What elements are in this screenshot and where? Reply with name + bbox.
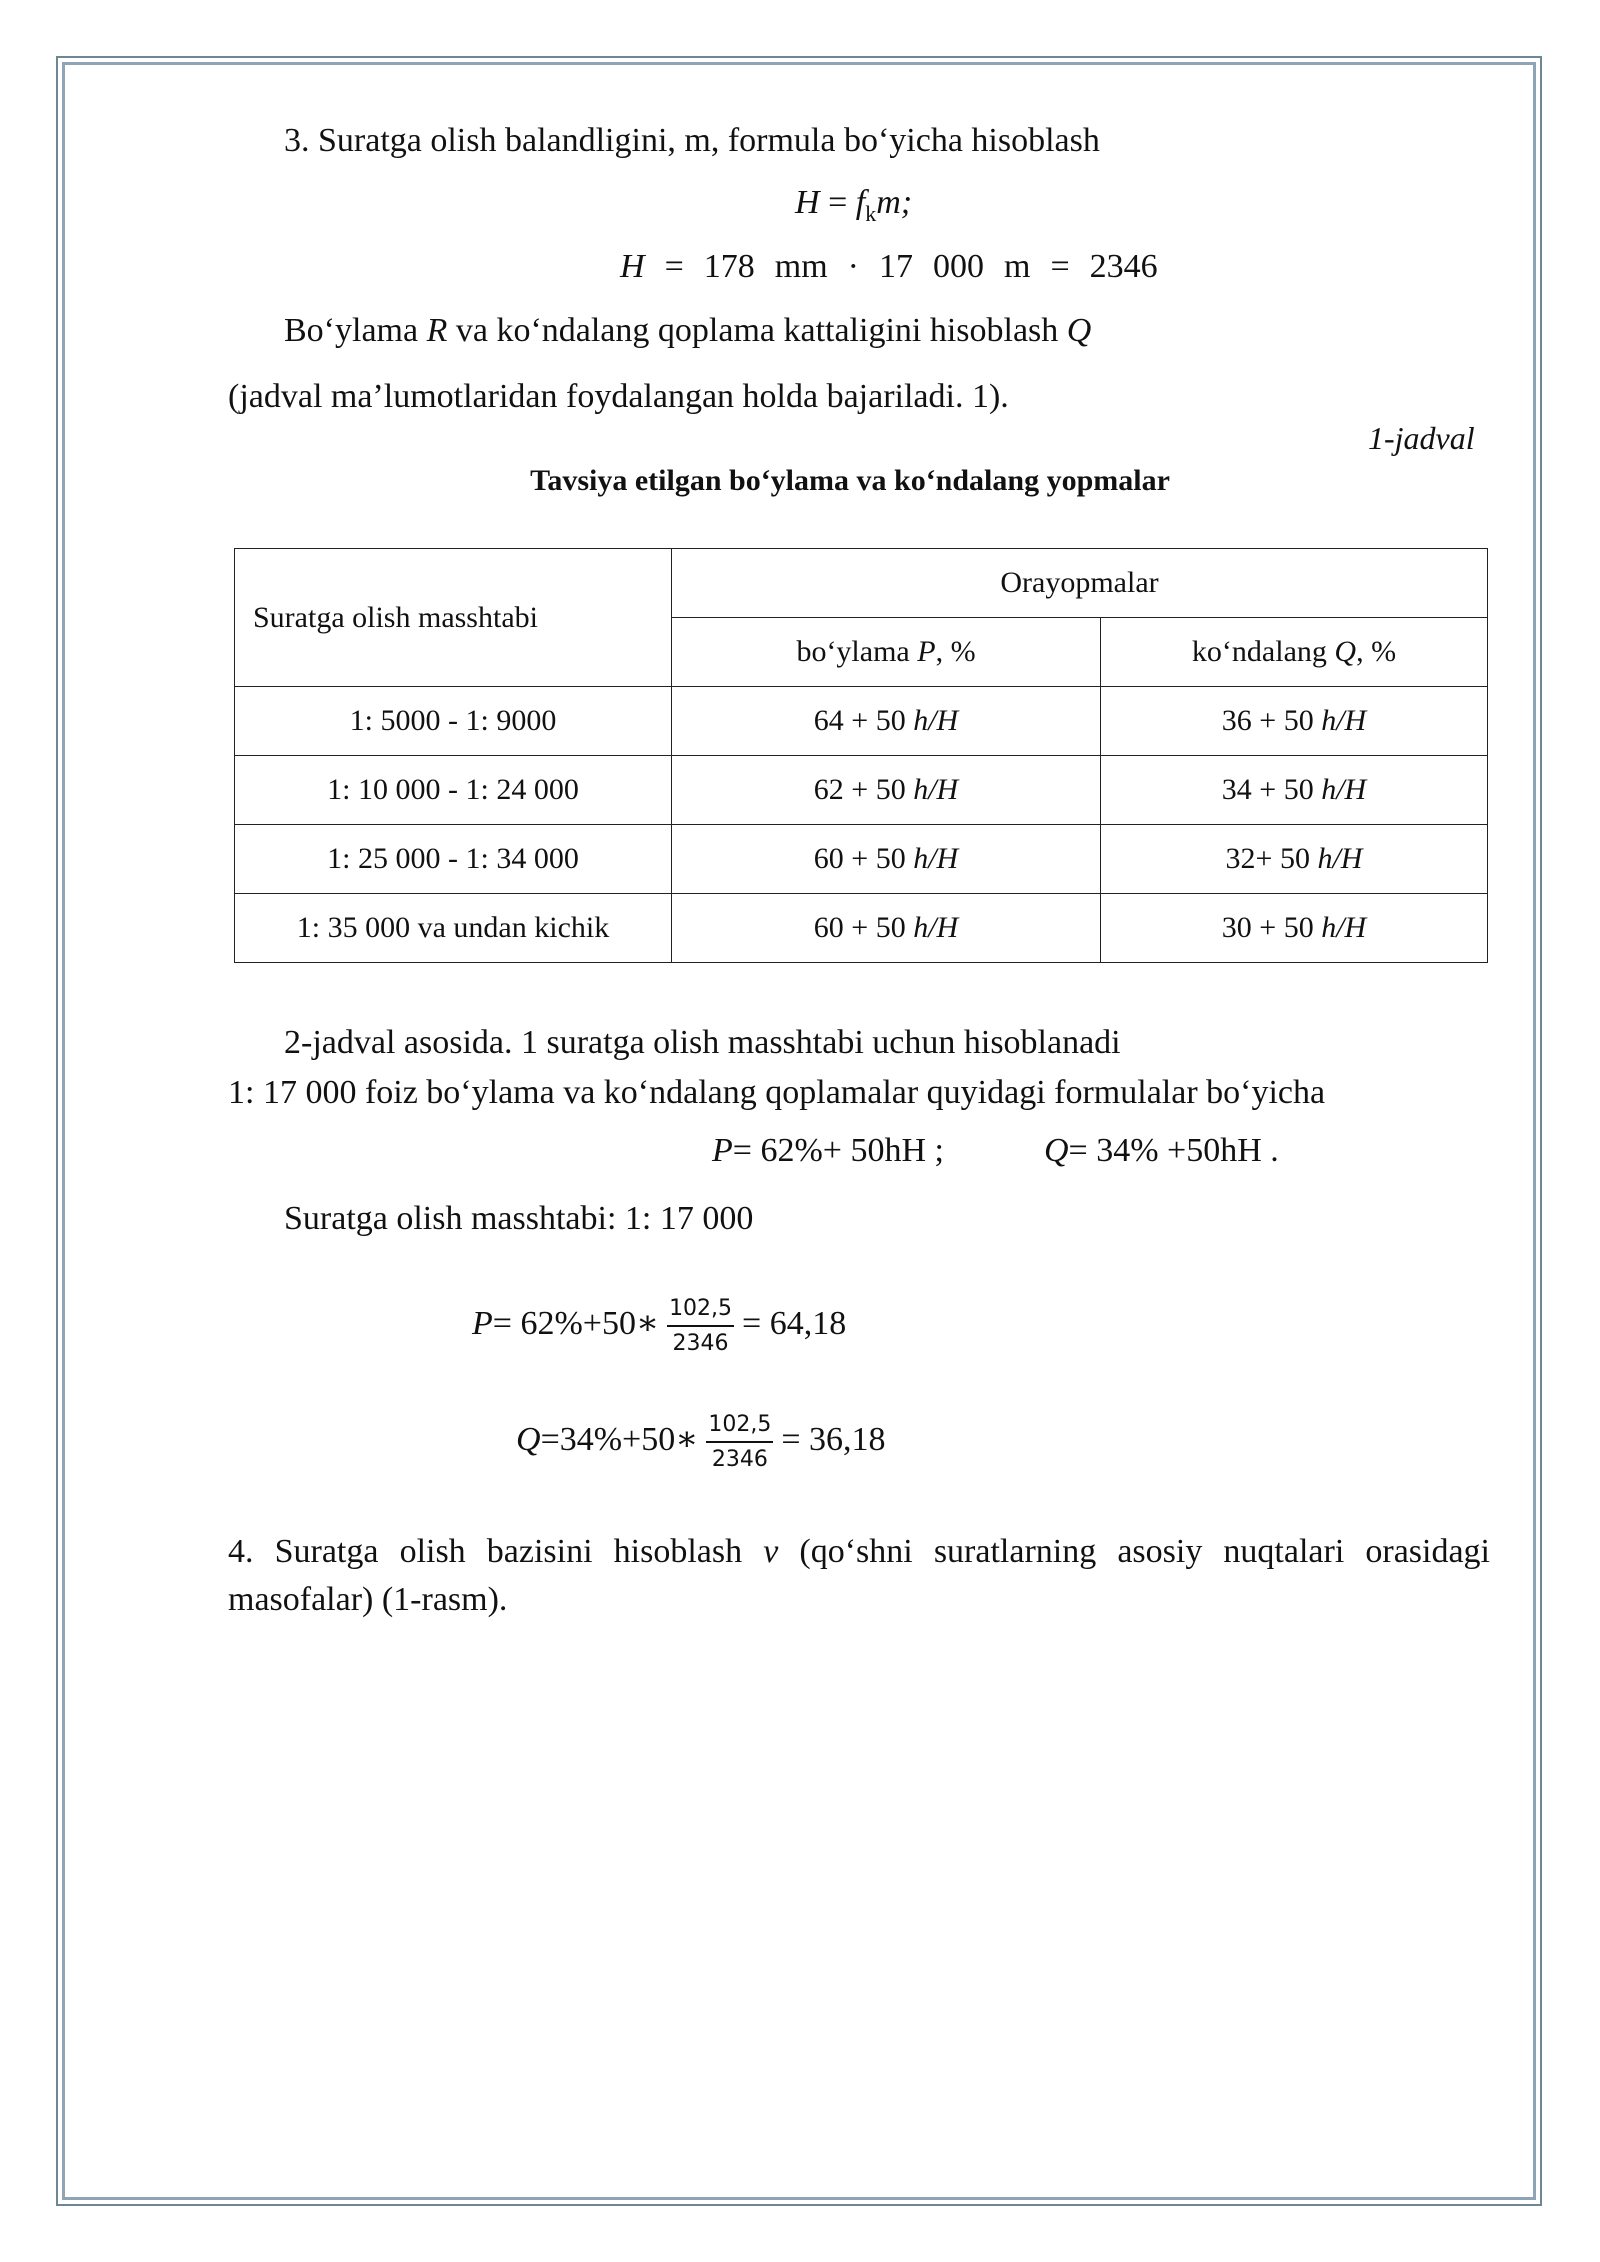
cell-q [1101, 687, 1488, 756]
formula-p-calc-lhs: = 62%+50∗ [492, 1304, 660, 1342]
cell-q-val: 32+ 50 [1225, 842, 1318, 875]
calc-17: 17 [878, 248, 913, 285]
formula-p-result: = 64,18 [742, 1304, 847, 1342]
item4-text-b: (qo‘shni suratlarning asosiy nuqtalari orasidagi masofalar) (1-rasm). [228, 1533, 1490, 1618]
formula-q-rest: = 34% +50hH . [1068, 1132, 1279, 1169]
formula-q-denominator: 2346 [711, 1447, 768, 1472]
scale-line: Suratga olish masshtabi: 1: 17 000 [284, 1200, 754, 1237]
formula-q-fraction [706, 1412, 773, 1472]
cell-p-val: 62 + 50 [813, 773, 914, 806]
cell-q [1101, 825, 1488, 894]
cell-p-val: 60 + 50 [813, 911, 914, 944]
cell-q-var: h/H [1321, 704, 1367, 737]
formula-q-calc [516, 1412, 886, 1472]
formula-p-denominator: 2346 [672, 1331, 729, 1356]
calc-eq1: = [664, 248, 684, 285]
header-longitudinal-suffix: , % [935, 635, 976, 668]
item4-text-a: 4. Suratga olish bazisini hisoblash [228, 1533, 764, 1570]
cell-p-val: 64 + 50 [813, 704, 914, 737]
calc-dot: · [847, 248, 859, 285]
paragraph-table2-line1: 2-jadval asosida. 1 suratga olish masshtabi uchun hisoblanadi [284, 1024, 1121, 1061]
overlap-table [234, 548, 1488, 963]
cell-scale: 1: 10 000 - 1: 24 000 [235, 756, 672, 825]
paragraph-overlap-line2: (jadval ma’lumotlaridan foydalangan holda bajariladi. 1). [228, 378, 1009, 415]
paragraph-table2-line2: 1: 17 000 foiz bo‘ylama va ko‘ndalang qoplamalar quyidagi formulalar bo‘yicha [228, 1074, 1326, 1111]
formula-q-var: Q [1043, 1132, 1069, 1169]
cell-q-var: h/H [1321, 773, 1367, 806]
para1-q: Q [1066, 312, 1092, 349]
formula-p-var: P [712, 1132, 733, 1169]
header-transverse-prefix: ko‘ndalang [1191, 635, 1335, 668]
header-group: Orayopmalar [672, 549, 1488, 618]
formula-q-calc-lhs: =34%+50∗ [540, 1420, 699, 1458]
table-header-row [235, 549, 1488, 618]
formula-q-result: = 36,18 [781, 1420, 886, 1458]
header-longitudinal-prefix: bo‘ylama [796, 635, 918, 668]
calc-result: 2346 [1089, 248, 1158, 285]
item-3-heading: 3. Suratga olish balandligini, m, formula bo‘yicha hisoblash [284, 122, 1100, 159]
formula-q-numerator: 102,5 [706, 1412, 773, 1443]
para1-part1: Bo‘ylama [284, 312, 427, 349]
cell-scale: 1: 35 000 va undan kichik [235, 894, 672, 963]
header-transverse-suffix: , % [1356, 635, 1397, 668]
formula-height-m: m; [876, 184, 913, 221]
formula-p-calc [472, 1296, 846, 1356]
cell-q [1101, 756, 1488, 825]
table-title: Tavsiya etilgan bo‘ylama va ko‘ndalang yopmalar [530, 464, 1170, 497]
calc-m: m [1003, 248, 1031, 285]
cell-p-val: 60 + 50 [813, 842, 914, 875]
item-4-paragraph [228, 1528, 1490, 1624]
cell-p-var: h/H [913, 704, 959, 737]
cell-q-val: 30 + 50 [1221, 911, 1322, 944]
formula-height-f: f [855, 184, 866, 221]
header-transverse-var: Q [1334, 635, 1357, 668]
cell-q [1101, 894, 1488, 963]
formula-p-calc-var: P [472, 1304, 493, 1342]
cell-p [672, 687, 1101, 756]
para1-r: R [426, 312, 448, 349]
calc-000: 000 [932, 248, 984, 285]
table-row [235, 687, 1488, 756]
table-row [235, 756, 1488, 825]
cell-q-val: 34 + 50 [1221, 773, 1322, 806]
item4-v: v [763, 1533, 779, 1570]
calc-178: 178 [703, 248, 755, 285]
cell-scale: 1: 25 000 - 1: 34 000 [235, 825, 672, 894]
cell-p [672, 894, 1101, 963]
cell-p [672, 756, 1101, 825]
formula-q-calc-var: Q [516, 1420, 541, 1458]
table-row [235, 894, 1488, 963]
para1-part2: va ko‘ndalang qoplama kattaligini hisoblash [447, 312, 1067, 349]
header-longitudinal [672, 618, 1101, 687]
formula-height-calc [620, 248, 1158, 286]
cell-q-var: h/H [1317, 842, 1363, 875]
calc-mm: mm [774, 248, 828, 285]
table-row [235, 825, 1488, 894]
cell-p [672, 825, 1101, 894]
formula-p-numerator: 102,5 [667, 1296, 734, 1327]
table-label: 1-jadval [1368, 420, 1475, 456]
formula-height-sub: k [865, 200, 877, 226]
cell-p-var: h/H [913, 773, 959, 806]
cell-q-var: h/H [1321, 911, 1367, 944]
header-scale: Suratga olish masshtabi [235, 549, 672, 687]
cell-q-val: 36 + 50 [1221, 704, 1322, 737]
header-transverse [1101, 618, 1488, 687]
formula-p-rest: = 62%+ 50hH ; [732, 1132, 944, 1169]
paragraph-overlap-line1 [284, 312, 1091, 350]
formula-pq [712, 1132, 1279, 1170]
cell-p-var: h/H [913, 842, 959, 875]
cell-p-var: h/H [913, 911, 959, 944]
formula-height: $H = f_km$; [795, 184, 913, 226]
cell-scale: 1: 5000 - 1: 9000 [235, 687, 672, 756]
calc-eq2: = [1050, 248, 1070, 285]
header-longitudinal-var: P [917, 635, 936, 668]
formula-height-lhs: H [795, 184, 820, 221]
formula-p-fraction [667, 1296, 734, 1356]
calc-h: H [620, 248, 645, 285]
